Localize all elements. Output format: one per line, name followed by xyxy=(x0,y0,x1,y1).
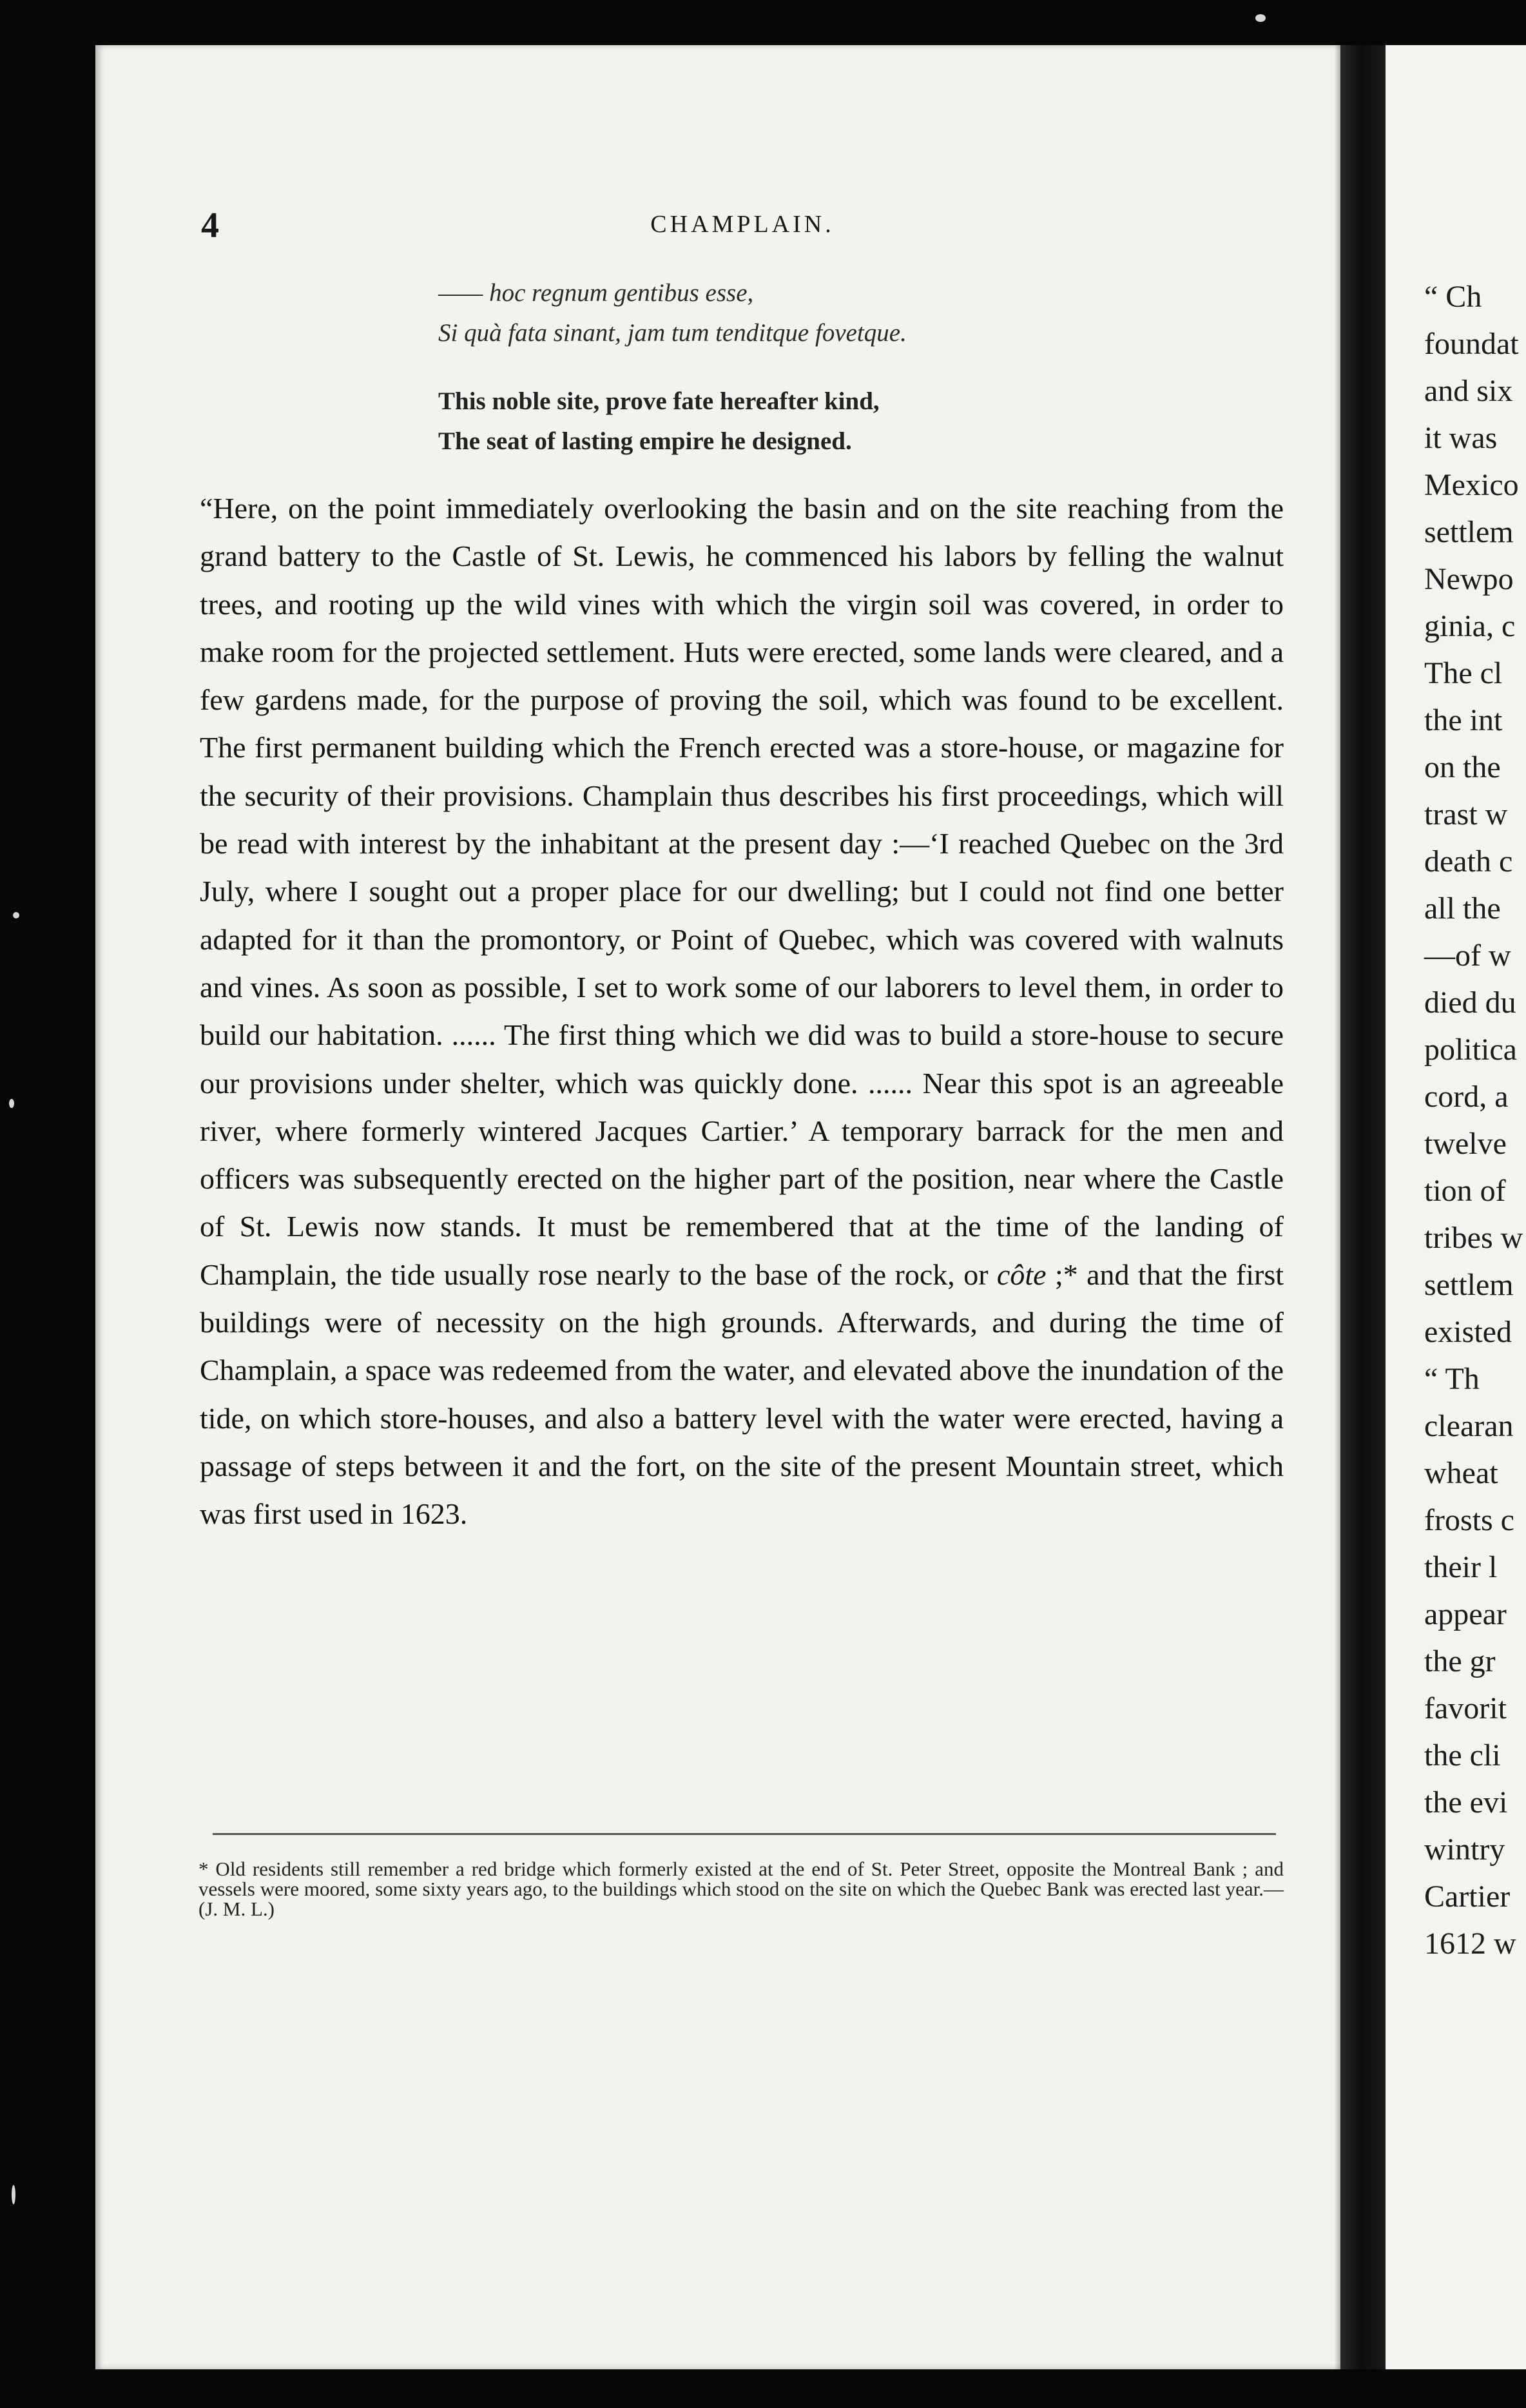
facing-page-line: existed xyxy=(1424,1315,1512,1349)
epigraph-english-line: This noble site, prove fate hereafter kind, xyxy=(438,387,880,415)
facing-page-line: Cartier xyxy=(1424,1879,1511,1914)
book-gutter xyxy=(1340,45,1386,2369)
facing-page-line: 1612 w xyxy=(1424,1927,1516,1961)
scan-speck xyxy=(12,2185,15,2204)
facing-page-line: wintry xyxy=(1424,1832,1505,1867)
facing-page-line: politica xyxy=(1424,1033,1517,1067)
running-head: CHAMPLAIN. xyxy=(650,211,835,238)
scan-speck xyxy=(9,1099,14,1108)
facing-page xyxy=(1386,45,1526,2369)
facing-page-line: Newpo xyxy=(1424,562,1514,596)
footnote: * Old residents still remember a red bridge which formerly existed at the end of St. Peter Street, opposite the Montreal Bank ; and vessels were moored, some sixty years ago, to the buildings which stood on the site on which the Quebec Bank was erected last year.—(J. M. L.) xyxy=(198,1858,1284,1920)
facing-page-line: the cli xyxy=(1424,1738,1501,1772)
facing-page-line: favorit xyxy=(1424,1691,1507,1725)
facing-page-line: clearan xyxy=(1424,1409,1514,1443)
epigraph-english-line: The seat of lasting empire he designed. xyxy=(438,427,852,455)
footnote-rule xyxy=(213,1833,1276,1835)
facing-page-line: twelve xyxy=(1424,1127,1507,1161)
scan-speck xyxy=(1255,14,1266,22)
facing-page-line: settlem xyxy=(1424,1268,1514,1302)
page-header xyxy=(201,205,1284,244)
facing-page-line: ginia, c xyxy=(1424,609,1516,643)
facing-page-line: their l xyxy=(1424,1550,1498,1584)
facing-page-line: died du xyxy=(1424,986,1516,1020)
facing-page-line: the gr xyxy=(1424,1644,1496,1678)
epigraph-latin-line: Si quà fata sinant, jam tum tenditque fovetque. xyxy=(438,319,907,347)
facing-page-line: —of w xyxy=(1424,938,1511,973)
facing-page-line: it was xyxy=(1424,421,1498,455)
cote-word: côte xyxy=(996,1257,1047,1291)
facing-page-line: The cl xyxy=(1424,656,1503,690)
facing-page-line: on the xyxy=(1424,750,1501,784)
facing-page-line: frosts c xyxy=(1424,1503,1514,1537)
body-text-end: ;* and that the first buildings were of necessity on the high grounds. Afterwards, and during the time of Champlain, a space was redeemed from the water, and elevated above the inundation of the tide, on which store-houses, and also a battery level with the water were erected, having a passage of steps between it and the fort, on the site of the present Mountain street, which was first used in 1623. xyxy=(200,1257,1284,1531)
facing-page-line: the int xyxy=(1424,703,1503,737)
body-text-main: “Here, on the point immediately overlooking the basin and on the site reaching from the grand battery to the Castle of St. Lewis, he commenced his labors by felling the walnut trees, and rooting up the wild vines with which the virgin soil was covered, in order to make room for the projected settlement. Huts were erected, some lands were cleared, and a few gardens made, for the purpose of proving the soil, which was found to be excellent. The first permanent building which the French erected was a store-house, or magazine for the security of their provisions. Champlain thus describes his first proceedings, which will be read with interest by the inhabitant at the present day :—‘I reached Quebec on the 3rd July, where I sought out a proper place for our dwelling; but I could not find one better adapted for it than the promontory, or Point of Quebec, which was covered with walnuts and vines. As soon as possible, I set to work some of our laborers to level them, in order to build our habitation. ...... The first thing which we did was to build a store-house to secure our provisions under shelter, which was quickly done. ...... Near this spot is an agreeable river, where formerly wintered Jacques Cartier.’ A temporary barrack for the men and officers was subsequently erected on the higher part of the position, near where the Castle of St. Lewis now stands. It must be remembered that at the time of the landing of Champlain, the tide usually rose nearly to the base of the rock, or xyxy=(200,492,1284,1291)
facing-page-line: Mexico xyxy=(1424,468,1519,502)
facing-page-line: foundat xyxy=(1424,327,1519,361)
facing-page-line: cord, a xyxy=(1424,1080,1509,1114)
facing-page-line: trast w xyxy=(1424,797,1508,831)
facing-page-line: “ Th xyxy=(1424,1362,1480,1396)
facing-page-line: and six xyxy=(1424,374,1513,408)
epigraph-latin-line: —— hoc regnum gentibus esse, xyxy=(438,279,754,307)
facing-page-line: settlem xyxy=(1424,515,1514,549)
facing-page-line: tribes w xyxy=(1424,1221,1523,1255)
facing-page-line: wheat xyxy=(1424,1456,1498,1490)
facing-page-line: “ Ch xyxy=(1424,280,1482,314)
body-paragraph xyxy=(200,485,1284,1539)
scan-speck xyxy=(13,912,19,918)
facing-page-line: the evi xyxy=(1424,1785,1508,1820)
page-number: 4 xyxy=(201,206,219,246)
facing-page-line: all the xyxy=(1424,891,1501,926)
facing-page-line: tion of xyxy=(1424,1174,1506,1208)
facing-page-line: death c xyxy=(1424,844,1513,879)
facing-page-line: appear xyxy=(1424,1597,1507,1631)
